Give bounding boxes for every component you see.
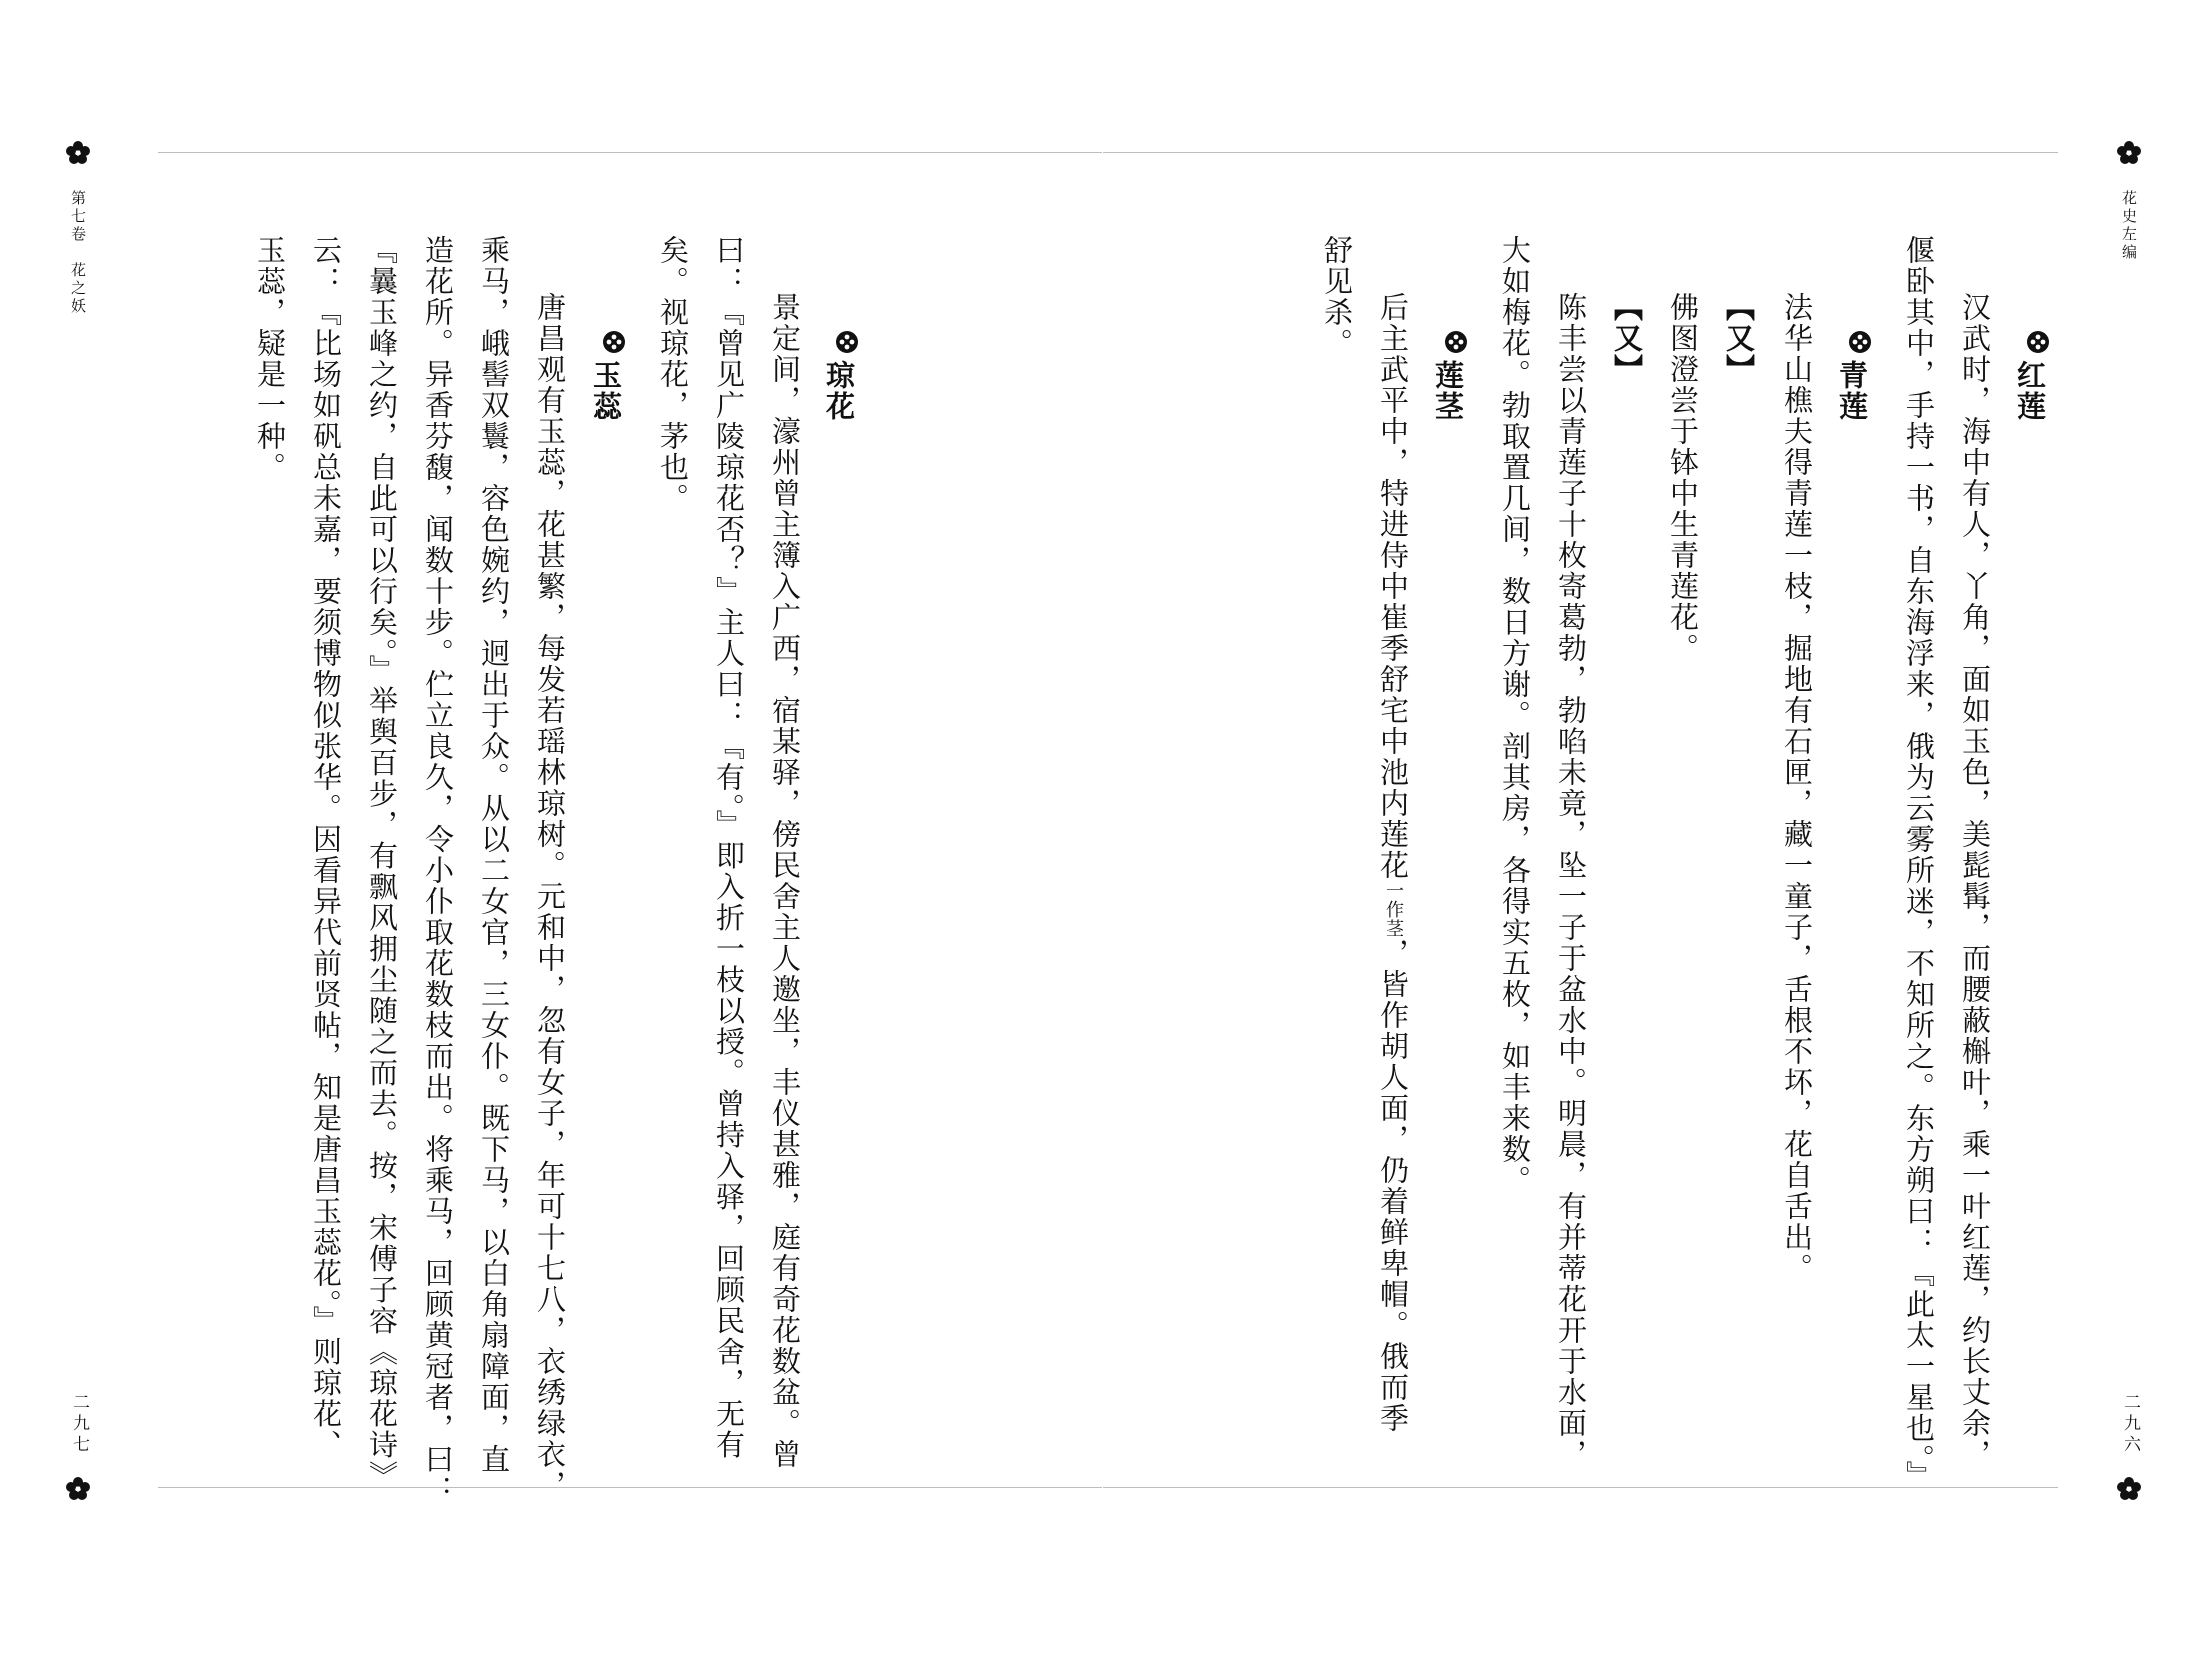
page-number: 二九七 [69,1393,89,1456]
text-column: 后主武平中，特进侍中崔季舒宅中池内莲花一作茎，皆作胡人面，仍着鲜卑帽。俄而季 [1376,292,1410,1434]
text-column: 玉蕊，疑是一种。 [253,235,287,483]
entry-bullet-icon [1442,328,1470,356]
flower-ornament-icon [65,1476,91,1502]
sub-heading: 【又】 [1722,292,1756,385]
left-page [0,0,1102,1654]
volume-label: 第七卷 [69,190,87,244]
text-column: 唐昌观有玉蕊，花甚繁，每发若瑶林琼树。元和中，忽有女子，年可十七八，衣绣绿衣， [533,292,567,1501]
entry-bullet-icon [833,328,861,356]
page-number: 二九六 [2120,1393,2140,1456]
top-rule [1103,152,2058,153]
text-column: 景定间，濠州曾主簿入广西，宿某驿，傍民舍主人邀坐，丰仪甚雅，庭有奇花数盆。曾 [768,292,802,1470]
text-column: 汉武时，海中有人，丫角，面如玉色，美髭髯，而腰蔽槲叶，乘一叶红莲，约长丈余， [1958,292,1992,1470]
entry-bullet-icon [2024,328,2052,356]
text-column: 大如梅花。勃取置几间，数日方谢。剖其房，各得实五枚，如丰来数。 [1498,235,1532,1196]
right-page [1103,0,2205,1654]
entry-heading: 红莲 [2008,328,2052,422]
text-column: 『曩玉峰之约，自此可以行矣。』举舆百步，有飘风拥尘随之而去。按，宋傅子容《琼花诗》 [365,235,399,1492]
text-column: 矣。视琼花，茅也。 [656,235,690,514]
flower-ornament-icon [2116,140,2142,166]
text-column: 乘马，峨髻双鬟，容色婉约，迥出于众。从以二女官，三女仆。既下马，以白角扇障面，直 [477,235,511,1475]
running-head [68,190,88,316]
text-column: 曰：『曾见广陵琼花否？』主人曰：『有。』即入折一枝以授。曾持入驿，回顾民舍，无有 [712,235,746,1461]
text-column: 法华山樵夫得青莲一枝，掘地有石匣，藏一童子，舌根不坏，花自舌出。 [1780,292,1814,1284]
text-column: 佛图澄尝于钵中生青莲花。 [1666,292,1700,664]
entry-heading: 玉蕊 [584,328,628,422]
text-column: 造花所。异香芬馥，闻数十步。伫立良久，令小仆取花数枝而出。将乘马，回顾黄冠者，曰： [421,235,455,1506]
flower-ornament-icon [2116,1476,2142,1502]
entry-bullet-icon [600,328,628,356]
bottom-rule [158,1487,1102,1488]
entry-heading: 莲茎 [1426,328,1470,422]
text-column: 云：『比场如矾总未嘉，要须博物似张华。因看异代前贤帖，知是唐昌玉蕊花。』则琼花、 [309,235,343,1461]
text-column: 舒见杀。 [1320,235,1354,359]
top-rule [158,152,1102,153]
inline-note: 一作茎 [1383,881,1404,938]
sub-heading: 【又】 [1610,292,1644,385]
running-head: 花史左编 [2120,190,2138,262]
entry-heading: 琼花 [817,328,861,422]
text-column: 陈丰尝以青莲子十枚寄葛勃，勃啗未竟，坠一子于盆水中。明晨，有并蒂花开于水面， [1554,292,1588,1470]
entry-bullet-icon [1846,328,1874,356]
text-column: 偃卧其中，手持一书，自东海浮来，俄为云雾所迷，不知所之。东方朔曰：『此太一星也。』 [1902,235,1936,1492]
flower-ornament-icon [65,140,91,166]
entry-heading: 青莲 [1830,328,1874,422]
chapter-label: 花之妖 [69,262,87,316]
